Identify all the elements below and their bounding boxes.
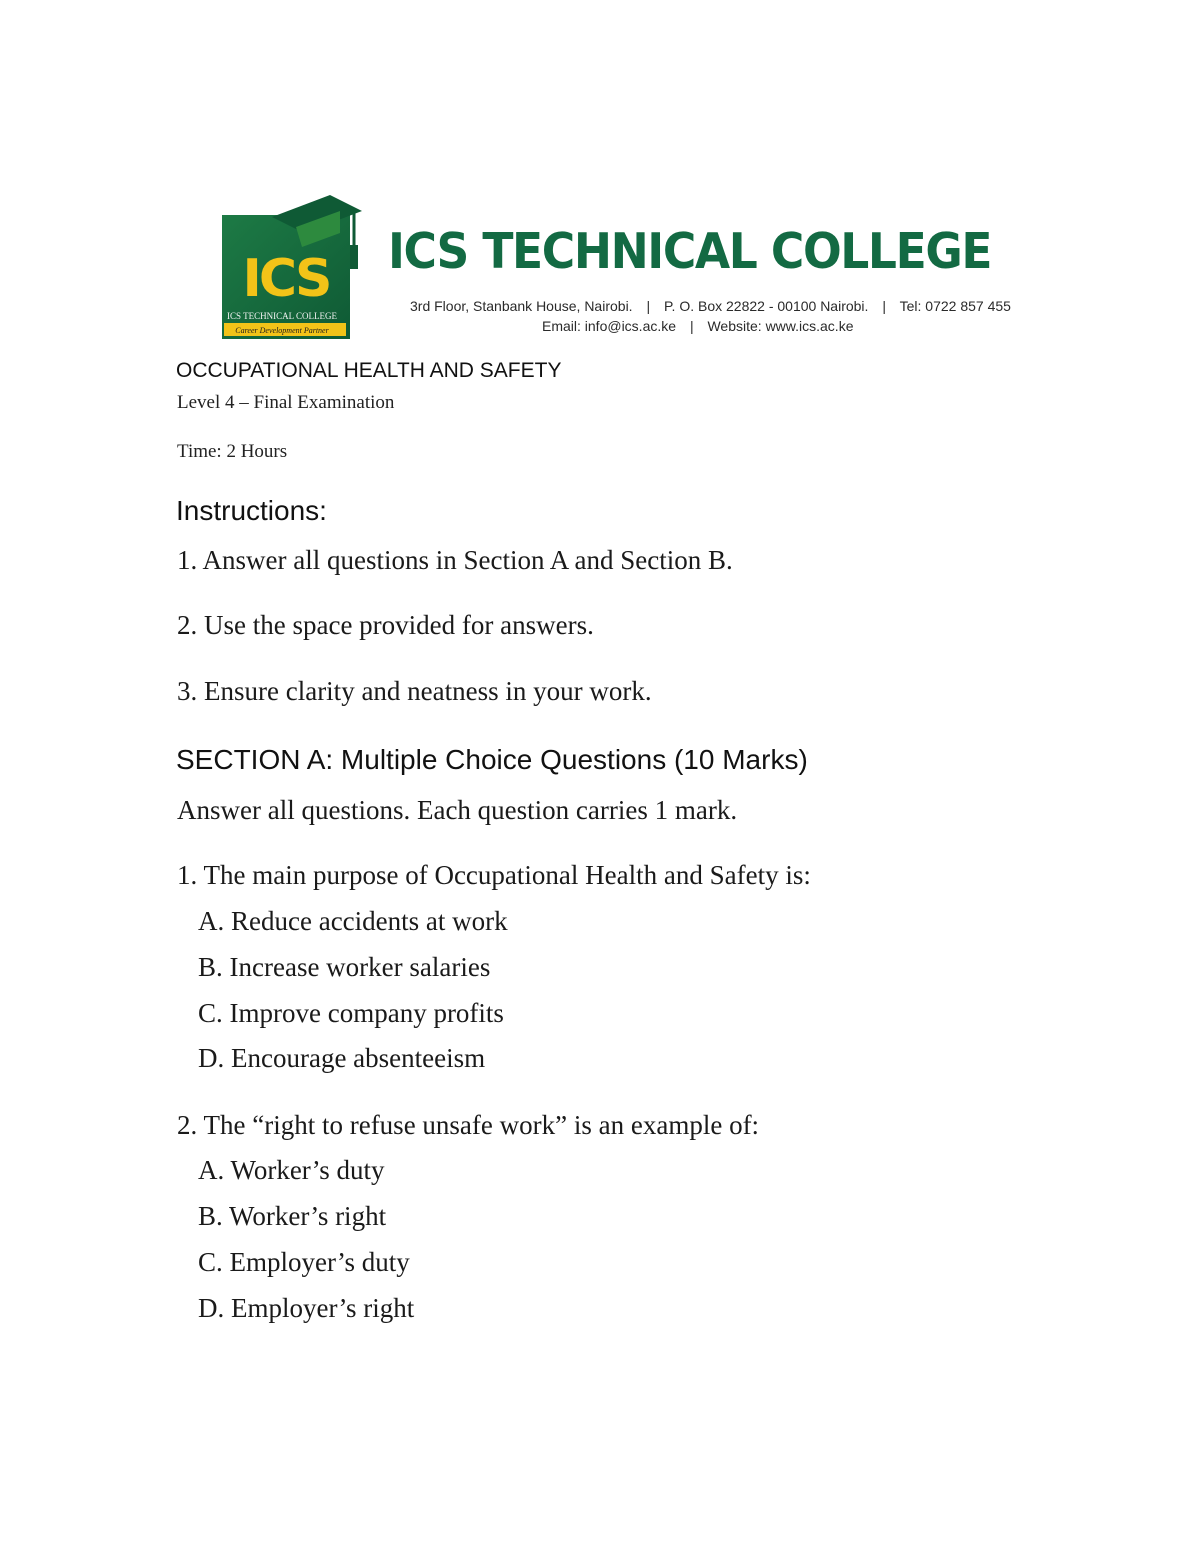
question-option: D. Encourage absenteeism <box>198 1043 486 1073</box>
question-option: B. Worker’s right <box>198 1201 387 1231</box>
telephone: Tel: 0722 857 455 <box>899 298 1011 314</box>
graduation-cap-logo-icon <box>222 193 364 339</box>
exam-subject: OCCUPATIONAL HEALTH AND SAFETY <box>176 359 562 382</box>
instruction-item: 3. Ensure clarity and neatness in your work. <box>177 676 652 706</box>
instruction-item: 1. Answer all questions in Section A and Section B. <box>177 545 733 575</box>
email: Email: info@ics.ac.ke <box>542 318 677 334</box>
separator: | <box>646 298 651 314</box>
question-text: 1. The main purpose of Occupational Health and Safety is: <box>177 860 811 890</box>
question-option: C. Improve company profits <box>198 998 504 1028</box>
instructions-heading: Instructions: <box>176 495 327 526</box>
question-option: A. Worker’s duty <box>198 1155 385 1185</box>
contact-line <box>542 319 853 333</box>
letterhead <box>222 193 1022 343</box>
question-option: A. Reduce accidents at work <box>198 906 508 936</box>
po-box: P. O. Box 22822 - 00100 Nairobi. <box>664 298 869 314</box>
college-logo <box>222 193 364 339</box>
instruction-item: 2. Use the space provided for answers. <box>177 610 594 640</box>
address-line <box>410 299 1011 313</box>
college-name: ICS TECHNICAL COLLEGE <box>388 223 992 280</box>
separator: | <box>882 298 886 314</box>
question-option: D. Employer’s right <box>198 1293 415 1323</box>
exam-level: Level 4 – Final Examination <box>177 392 395 413</box>
question-option: C. Employer’s duty <box>198 1247 410 1277</box>
svg-text:ICS: ICS <box>242 249 330 309</box>
separator: | <box>689 318 694 334</box>
section-a-heading: SECTION A: Multiple Choice Questions (10 Marks) <box>176 744 808 775</box>
question-text: 2. The “right to refuse unsafe work” is an example of: <box>177 1110 760 1140</box>
address: 3rd Floor, Stanbank House, Nairobi. <box>410 298 633 314</box>
svg-text:Career Development Partner: Career Development Partner <box>235 326 329 335</box>
website: Website: www.ics.ac.ke <box>707 318 854 334</box>
svg-text:ICS TECHNICAL COLLEGE: ICS TECHNICAL COLLEGE <box>227 311 337 321</box>
question-option: B. Increase worker salaries <box>198 952 491 982</box>
section-a-note: Answer all questions. Each question carries 1 mark. <box>177 795 738 825</box>
exam-time: Time: 2 Hours <box>177 441 288 462</box>
